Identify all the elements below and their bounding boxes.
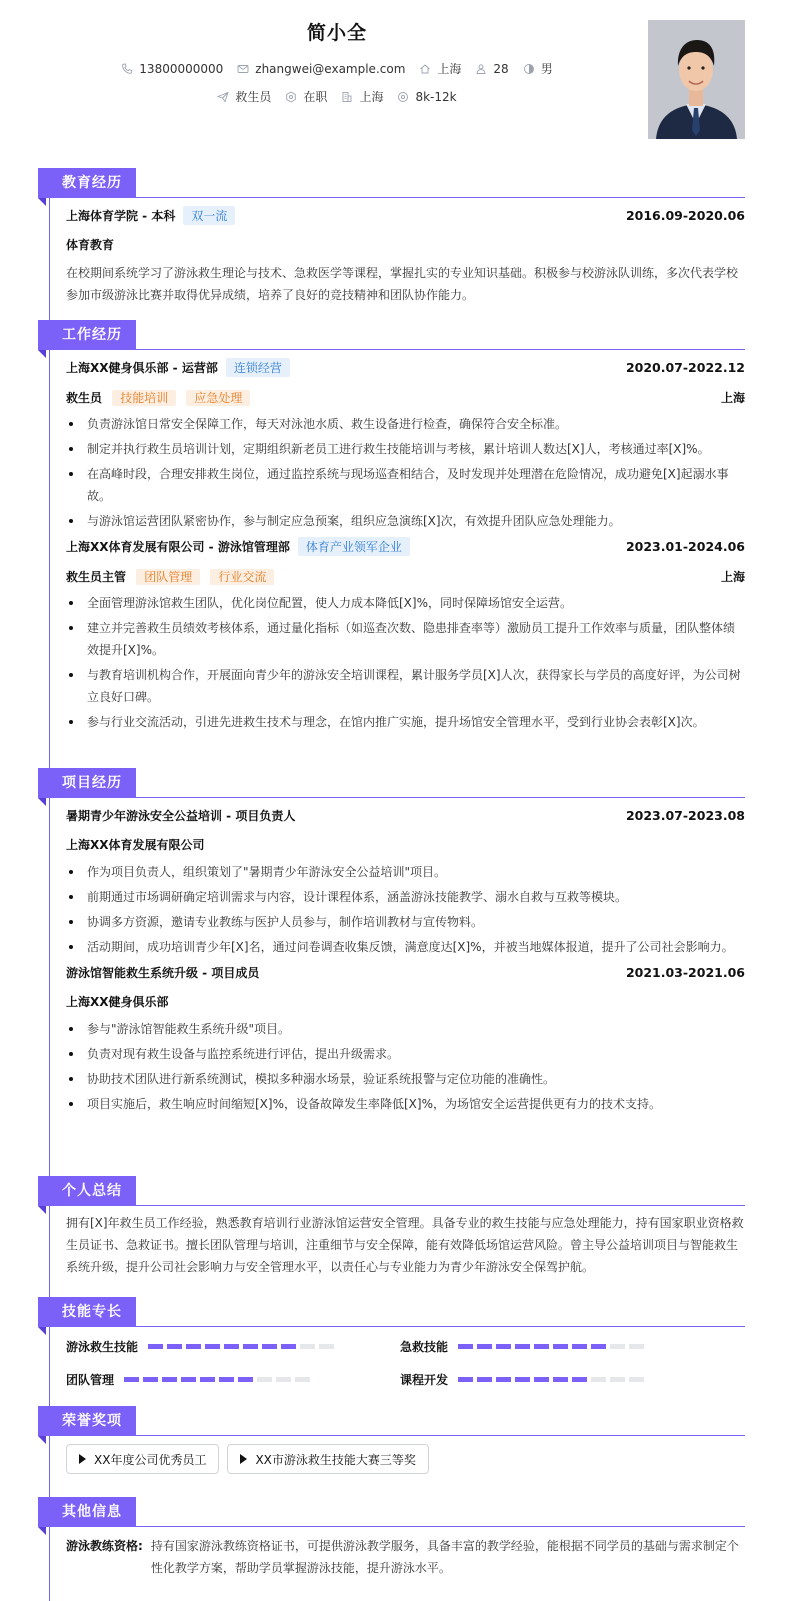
school-tag: 双一流 xyxy=(183,206,235,225)
section-header xyxy=(38,320,745,350)
age-item: 28 xyxy=(475,62,508,76)
education-description: 在校期间系统学习了游泳救生理论与技术、急救医学等课程，掌握扎实的专业知识基础。积极参与校游泳队训练，多次代表学校参加市级游泳比赛并取得优异成绩，培养了良好的竞技精神和团队协作能力。 xyxy=(66,266,739,302)
mail-icon xyxy=(237,63,249,75)
job-info-row xyxy=(0,88,674,105)
skill-level-segment xyxy=(257,1377,272,1382)
other-info-label: 游泳教练资格: xyxy=(66,1539,143,1553)
skill-level-segment xyxy=(300,1344,315,1349)
skill-level-segment xyxy=(281,1344,296,1349)
list-item: 项目实施后，救生响应时间缩短[X]%，设备故障发生率降低[X]%，为场馆安全运营提供更有力的技术支持。 xyxy=(66,1093,745,1115)
company-tag: 连锁经营 xyxy=(226,358,290,377)
person-icon xyxy=(475,63,487,75)
skill-name: 游泳救生技能 xyxy=(66,1340,139,1354)
play-icon xyxy=(79,1454,86,1464)
skill-level-segment xyxy=(553,1377,568,1382)
summary-section xyxy=(38,1176,745,1278)
money-icon xyxy=(397,91,409,103)
play-icon xyxy=(240,1454,247,1464)
project-header xyxy=(66,804,745,826)
job-role-row xyxy=(66,565,745,587)
award-item: XX市游泳救生技能大赛三等奖 xyxy=(227,1444,428,1474)
awards-list xyxy=(66,1444,745,1474)
skill-level-bar xyxy=(458,1377,644,1382)
role-tag: 应急处理 xyxy=(186,390,250,406)
major: 体育教育 xyxy=(66,238,115,252)
gender-item: 男 xyxy=(523,60,553,77)
work-city-item: 上海 xyxy=(341,88,383,105)
section-header xyxy=(38,1406,745,1436)
skill-level-segment xyxy=(200,1377,215,1382)
list-item: 协调多方资源，邀请专业教练与医护人员参与，制作培训教材与宣传物料。 xyxy=(66,911,745,933)
project-date: 2021.03-2021.06 xyxy=(625,964,745,980)
skill-level-segment xyxy=(243,1344,258,1349)
skill-level-segment xyxy=(553,1344,568,1349)
education-section xyxy=(38,168,745,306)
skill-level-segment xyxy=(262,1344,277,1349)
skill-level-segment xyxy=(496,1377,511,1382)
skill-level-segment xyxy=(572,1344,587,1349)
company-tag: 体育产业领军企业 xyxy=(298,537,410,556)
skill-level-segment xyxy=(458,1344,473,1349)
skill-level-segment xyxy=(458,1377,473,1382)
skills-grid xyxy=(66,1338,745,1388)
skill-level-segment xyxy=(591,1344,606,1349)
profile-photo xyxy=(648,20,745,139)
skill-level-segment xyxy=(219,1377,234,1382)
other-section xyxy=(38,1497,745,1579)
send-icon xyxy=(217,91,229,103)
job-city: 上海 xyxy=(720,390,745,405)
work-section xyxy=(38,320,745,736)
skill-level-segment xyxy=(477,1344,492,1349)
section-title: 教育经历 xyxy=(38,168,136,198)
skill-level-bar xyxy=(458,1344,644,1349)
location-item: 上海 xyxy=(419,60,461,77)
job-date: 2020.07-2022.12 xyxy=(625,359,745,375)
skill-level-segment xyxy=(534,1377,549,1382)
list-item: 参与行业交流活动，引进先进救生技术与理念，在馆内推广实施，提升场馆安全管理水平，受到行业协会表彰[X]次。 xyxy=(66,711,745,733)
project-org: 上海XX体育发展有限公司 xyxy=(66,838,205,852)
skill-level-segment xyxy=(534,1344,549,1349)
skill-level-segment xyxy=(186,1344,201,1349)
skill-item xyxy=(66,1371,400,1388)
job-role-row xyxy=(66,386,745,408)
contact-row xyxy=(0,60,674,77)
skill-level-segment xyxy=(124,1377,139,1382)
job-role: 救生员主管 团队管理 行业交流 xyxy=(66,568,274,585)
skill-level-segment xyxy=(496,1344,511,1349)
education-date: 2016.09-2020.06 xyxy=(625,207,745,223)
home-icon xyxy=(419,63,431,75)
skill-level-segment xyxy=(295,1377,310,1382)
project-title: 暑期青少年游泳安全公益培训 - 项目负责人 xyxy=(66,808,296,823)
skill-item xyxy=(66,1338,400,1355)
status-item: 在职 xyxy=(285,88,327,105)
skill-level-segment xyxy=(477,1377,492,1382)
job-header xyxy=(66,356,745,378)
gender-icon xyxy=(523,63,535,75)
job-bullets xyxy=(66,592,745,733)
phone-icon xyxy=(121,63,133,75)
skill-level-bar xyxy=(148,1344,334,1349)
project-header xyxy=(66,961,745,983)
section-header xyxy=(38,1176,745,1206)
skill-name: 急救技能 xyxy=(400,1340,449,1354)
hexagon-icon xyxy=(285,91,297,103)
skill-level-segment xyxy=(238,1377,253,1382)
skill-level-segment xyxy=(143,1377,158,1382)
skill-level-segment xyxy=(148,1344,163,1349)
section-header xyxy=(38,1297,745,1327)
skill-level-segment xyxy=(572,1377,587,1382)
job-city: 上海 xyxy=(720,569,745,584)
skill-level-segment xyxy=(610,1377,625,1382)
section-header xyxy=(38,168,745,198)
skill-item xyxy=(400,1371,734,1388)
job-header xyxy=(66,535,745,557)
company-name: 上海XX健身俱乐部 - 运营部 连锁经营 xyxy=(66,358,290,377)
job-bullets xyxy=(66,413,745,532)
skill-level-segment xyxy=(276,1377,291,1382)
list-item: 全面管理游泳馆救生团队，优化岗位配置，使人力成本降低[X]%，同时保障场馆安全运营。 xyxy=(66,592,745,614)
summary-text: 拥有[X]年救生员工作经验，熟悉教育培训行业游泳馆运营安全管理。具备专业的救生技能与应急处理能力，持有国家职业资格救生员证书、急救证书。擅长团队管理与培训，注重细节与安全保障，能有效降低场馆运营风险。曾主导公益培训项目与智能救生系统升级，提升公司社会影响力与安全管理水平，以责任心与专业能力为青少年游泳安全保驾护航。 xyxy=(66,1216,744,1274)
role-tag: 行业交流 xyxy=(210,569,274,585)
skill-level-segment xyxy=(205,1344,220,1349)
phone-item: 13800000000 xyxy=(121,62,223,76)
list-item: 负责对现有救生设备与监控系统进行评估，提出升级需求。 xyxy=(66,1043,745,1065)
skill-level-bar xyxy=(124,1377,310,1382)
skill-level-segment xyxy=(591,1377,606,1382)
project-date: 2023.07-2023.08 xyxy=(625,807,745,823)
section-title: 技能专长 xyxy=(38,1297,136,1327)
section-title: 个人总结 xyxy=(38,1176,136,1206)
role-tag: 团队管理 xyxy=(136,569,200,585)
salary-item: 8k-12k xyxy=(397,90,456,104)
section-header xyxy=(38,1497,745,1527)
email-item: zhangwei@example.com xyxy=(237,62,405,76)
section-title: 项目经历 xyxy=(38,768,136,798)
project-title: 游泳馆智能救生系统升级 - 项目成员 xyxy=(66,965,260,980)
skill-level-segment xyxy=(181,1377,196,1382)
skill-level-segment xyxy=(224,1344,239,1349)
other-info-value: 持有国家游泳教练资格证书，可提供游泳教学服务，具备丰富的教学经验，能根据不同学员的基础与需求制定个性化教学方案，帮助学员掌握游泳技能，提升游泳水平。 xyxy=(150,1539,739,1575)
awards-section xyxy=(38,1406,745,1474)
list-item: 在高峰时段，合理安排救生岗位，通过监控系统与现场巡查相结合，及时发现并处理潜在危险情况，成功避免[X]起溺水事故。 xyxy=(66,463,745,507)
list-item: 协助技术团队进行新系统测试，模拟多种溺水场景，验证系统报警与定位功能的准确性。 xyxy=(66,1068,745,1090)
skills-section xyxy=(38,1297,745,1388)
skill-level-segment xyxy=(610,1344,625,1349)
other-info-row xyxy=(66,1535,745,1579)
skill-level-segment xyxy=(629,1344,644,1349)
section-title: 其他信息 xyxy=(38,1497,136,1527)
skill-item xyxy=(400,1338,734,1355)
skill-level-segment xyxy=(515,1377,530,1382)
section-title: 工作经历 xyxy=(38,320,136,350)
list-item: 制定并执行救生员培训计划，定期组织新老员工进行救生技能培训与考核，累计培训人数达[X]人，考核通过率[X]%。 xyxy=(66,438,745,460)
project-bullets xyxy=(66,861,745,958)
building-icon xyxy=(341,91,353,103)
candidate-name: 简小全 xyxy=(306,22,367,44)
section-title: 荣誉奖项 xyxy=(38,1406,136,1436)
list-item: 前期通过市场调研确定培训需求与内容，设计课程体系，涵盖游泳技能教学、溺水自救与互救等模块。 xyxy=(66,886,745,908)
company-name: 上海XX体育发展有限公司 - 游泳馆管理部 体育产业领军企业 xyxy=(66,537,410,556)
school-name: 上海体育学院 - 本科 双一流 xyxy=(66,206,235,225)
skill-level-segment xyxy=(167,1344,182,1349)
list-item: 负责游泳馆日常安全保障工作，每天对泳池水质、救生设备进行检查，确保符合安全标准。 xyxy=(66,413,745,435)
job-role: 救生员 技能培训 应急处理 xyxy=(66,389,250,406)
skill-level-segment xyxy=(629,1377,644,1382)
skill-name: 团队管理 xyxy=(66,1373,115,1387)
skill-level-segment xyxy=(515,1344,530,1349)
list-item: 与游泳馆运营团队紧密协作，参与制定应急预案，组织应急演练[X]次，有效提升团队应急处理能力。 xyxy=(66,510,745,532)
list-item: 活动期间，成功培训青少年[X]名，通过问卷调查收集反馈，满意度达[X]%，并被当地媒体报道，提升了公司社会影响力。 xyxy=(66,936,745,958)
list-item: 建立并完善救生员绩效考核体系，通过量化指标（如巡查次数、隐患排查率等）激励员工提升工作效率与质量，团队整体绩效提升[X]%。 xyxy=(66,617,745,661)
section-header xyxy=(38,768,745,798)
project-org: 上海XX健身俱乐部 xyxy=(66,995,169,1009)
list-item: 参与"游泳馆智能救生系统升级"项目。 xyxy=(66,1018,745,1040)
project-bullets xyxy=(66,1018,745,1115)
position-item: 救生员 xyxy=(217,88,271,105)
job-date: 2023.01-2024.06 xyxy=(625,538,745,554)
skill-level-segment xyxy=(319,1344,334,1349)
skill-level-segment xyxy=(162,1377,177,1382)
award-item: XX年度公司优秀员工 xyxy=(66,1444,219,1474)
skill-name: 课程开发 xyxy=(400,1373,449,1387)
projects-section xyxy=(38,768,745,1118)
list-item: 与教育培训机构合作，开展面向青少年的游泳安全培训课程，累计服务学员[X]人次，获得家长与学员的高度好评，为公司树立良好口碑。 xyxy=(66,664,745,708)
list-item: 作为项目负责人，组织策划了"暑期青少年游泳安全公益培训"项目。 xyxy=(66,861,745,883)
role-tag: 技能培训 xyxy=(112,390,176,406)
